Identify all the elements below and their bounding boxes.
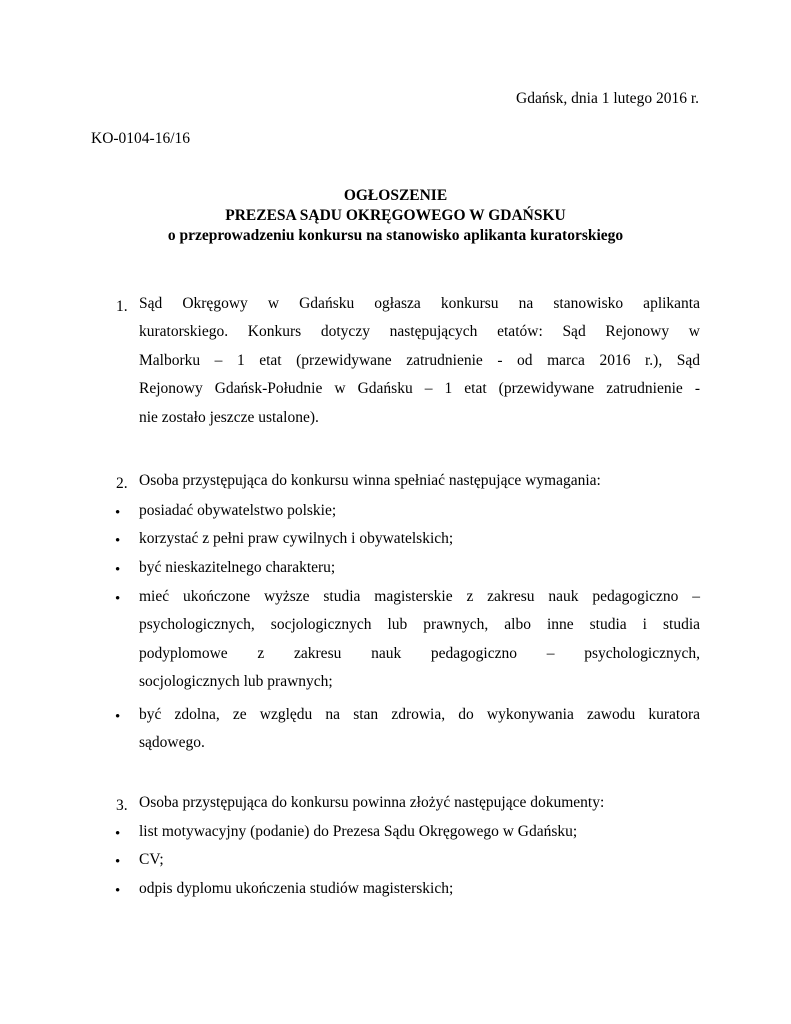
- document-item: [139, 846, 700, 874]
- reference-number: KO-0104-16/16: [91, 130, 191, 147]
- title-line-3: o przeprowadzeniu konkursu na stanowisko aplikanta kuratorskiego: [167, 227, 624, 244]
- title-line-2: PREZESA SĄDU OKRĘGOWEGO W GDAŃSKU: [225, 207, 566, 224]
- document-line: odpis dyplomu ukończenia studiów magisterskich;: [139, 880, 454, 897]
- bullet-icon: •: [115, 883, 121, 899]
- section-2-number: 2.: [116, 475, 128, 492]
- bullet-icon: •: [115, 854, 121, 870]
- section-1-line: nie zostało jeszcze ustalone).: [139, 408, 319, 426]
- requirement-item: [139, 497, 700, 525]
- requirement-line: mieć ukończone wyższe studia magisterskie z zakresu nauk pedagogiczno –: [139, 588, 700, 605]
- section-2-intro: Osoba przystępująca do konkursu winna spełniać następujące wymagania:: [139, 472, 601, 489]
- requirement-line: korzystać z pełni praw cywilnych i obywatelskich;: [139, 530, 454, 547]
- document-item: [139, 875, 700, 903]
- bullet-icon: •: [115, 709, 121, 725]
- requirement-item: [139, 554, 700, 582]
- bullet-icon: •: [115, 591, 121, 607]
- requirement-line: sądowego.: [139, 734, 205, 752]
- section-3-number: 3.: [116, 797, 128, 814]
- requirement-line: posiadać obywatelstwo polskie;: [139, 502, 337, 519]
- requirement-line: podyplomowe z zakresu nauk pedagogiczno – psychologicznych,: [139, 644, 700, 662]
- requirement-item: [139, 525, 700, 553]
- requirement-item: [139, 583, 700, 697]
- requirement-line: psychologicznych, socjologicznych lub prawnych, albo inne studia i studia: [139, 616, 700, 634]
- bullet-icon: •: [115, 533, 121, 549]
- bullet-icon: •: [115, 826, 121, 842]
- requirement-line: być zdolna, ze względu na stan zdrowia, do wykonywania zawodu kuratora: [139, 706, 700, 723]
- section-1-line: Rejonowy Gdańsk-Południe w Gdańsku – 1 etat (przewidywane zatrudnienie -: [139, 380, 700, 398]
- document-date: Gdańsk, dnia 1 lutego 2016 r.: [516, 90, 699, 107]
- requirement-line: socjologicznych lub prawnych;: [139, 673, 333, 691]
- section-1-number: 1.: [116, 298, 128, 315]
- requirement-line: być nieskazitelnego charakteru;: [139, 559, 336, 576]
- requirement-item: [139, 701, 700, 758]
- bullet-icon: •: [115, 505, 121, 521]
- announcement-title: [0, 186, 791, 246]
- document-line: list motywacyjny (podanie) do Prezesa Sądu Okręgowego w Gdańsku;: [139, 823, 578, 840]
- title-line-1: OGŁOSZENIE: [343, 187, 448, 204]
- section-3-intro: Osoba przystępująca do konkursu powinna złożyć następujące dokumenty:: [139, 794, 605, 811]
- section-1-line: Sąd Okręgowy w Gdańsku ogłasza konkursu na stanowisko aplikanta: [139, 295, 700, 312]
- section-1-line: kuratorskiego. Konkurs dotyczy następujących etatów: Sąd Rejonowy w: [139, 323, 700, 341]
- document-line: CV;: [139, 851, 164, 868]
- section-1-text: [139, 290, 700, 432]
- bullet-icon: •: [115, 562, 121, 578]
- document-item: [139, 818, 700, 846]
- section-1-line: Malborku – 1 etat (przewidywane zatrudnienie - od marca 2016 r.), Sąd: [139, 351, 700, 369]
